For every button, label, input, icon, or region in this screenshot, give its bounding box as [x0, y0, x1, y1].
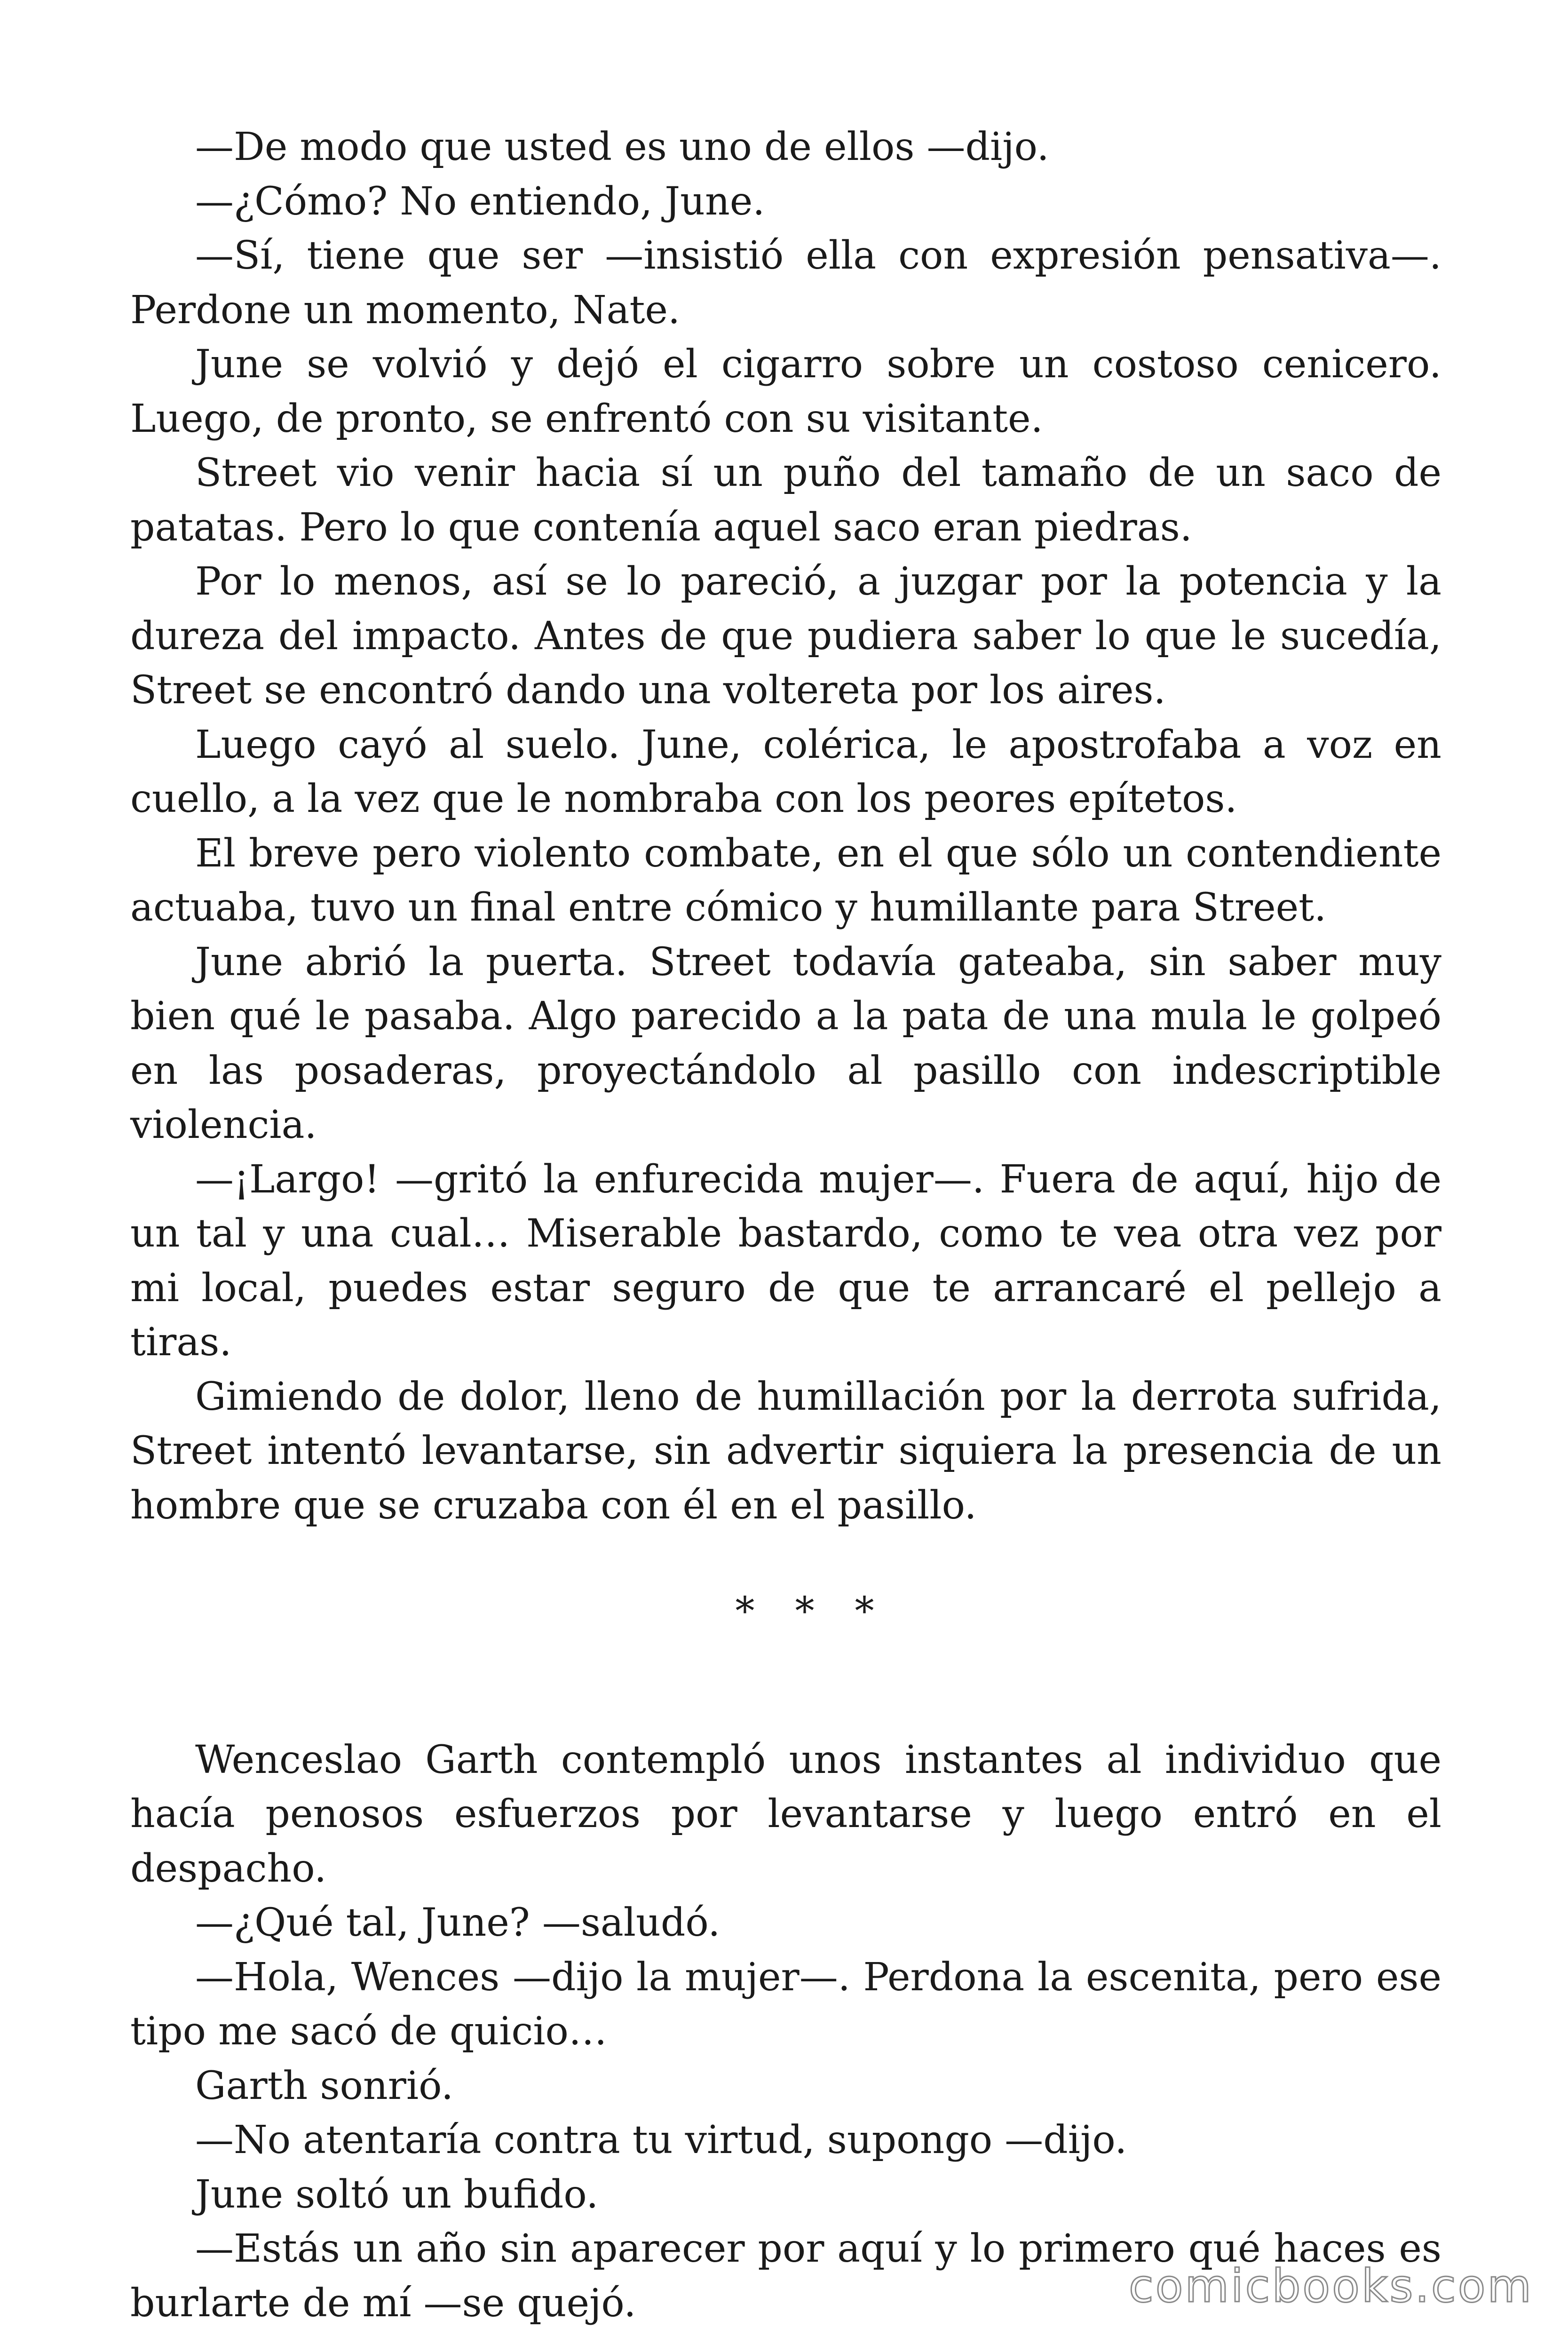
paragraph: Garth sonrió.	[195, 2063, 454, 2108]
paragraph: June se volvió y dejó el cigarro sobre un costoso cenicero. Luego, de pronto, se enfrentó con su visitante.	[130, 342, 1441, 441]
paragraph: —¿Cómo? No entiendo, June.	[195, 179, 765, 224]
paragraph: —Hola, Wences —dijo la mujer—. Perdona la escenita, pero ese tipo me sacó de quicio…	[130, 1955, 1441, 2054]
paragraph: June abrió la puerta. Street todavía gateaba, sin saber muy bien qué le pasaba. Algo parecido a la pata de una mula le golpeó en las posaderas, proyectándolo al pasillo con indescriptible violencia.	[130, 939, 1441, 1147]
paragraph: June soltó un bufido.	[195, 2172, 599, 2217]
paragraph: Luego cayó al suelo. June, colérica, le apostrofaba a voz en cuello, a la vez que le nombraba con los peores epítetos.	[130, 722, 1441, 821]
paragraph: Wenceslao Garth contempló unos instantes al individuo que hacía penosos esfuerzos por levantarse y luego entró en el despacho.	[130, 1737, 1441, 1891]
page-body	[130, 120, 1441, 2330]
paragraph: —¿Qué tal, June? —saludó.	[195, 1900, 721, 1945]
paragraph: El breve pero violento combate, en el que sólo un contendiente actuaba, tuvo un final entre cómico y humillante para Street.	[130, 831, 1441, 930]
paragraph: Gimiendo de dolor, lleno de humillación por la derrota sufrida, Street intentó levantarse, sin advertir siquiera la presencia de un hombre que se cruzaba con él en el pasillo.	[130, 1374, 1441, 1528]
paragraph: Por lo menos, así se lo pareció, a juzgar por la potencia y la dureza del impacto. Antes de que pudiera saber lo que le sucedía, Street se encontró dando una voltereta por los aires.	[130, 559, 1441, 713]
watermark-logo: comicbooks.com	[1128, 2260, 1533, 2312]
section-break: * * *	[735, 1589, 888, 1634]
paragraph: —¡Largo! —gritó la enfurecida mujer—. Fuera de aquí, hijo de un tal y una cual… Miserable bastardo, como te vea otra vez por mi local, puedes estar seguro de que te arrancaré el pellejo a tiras.	[130, 1157, 1441, 1365]
paragraph: —Sí, tiene que ser —insistió ella con expresión pensativa—. Perdone un momento, Nate.	[130, 233, 1441, 333]
paragraph: Street vio venir hacia sí un puño del tamaño de un saco de patatas. Pero lo que contenía aquel saco eran piedras.	[130, 451, 1441, 550]
paragraph: —No atentaría contra tu virtud, supongo —dijo.	[195, 2118, 1127, 2162]
paragraph: —Estás un año sin aparecer por aquí y lo primero qué haces es burlarte de mí —se quejó.	[130, 2226, 1441, 2326]
paragraph: —De modo que usted es uno de ellos —dijo.	[195, 125, 1049, 169]
